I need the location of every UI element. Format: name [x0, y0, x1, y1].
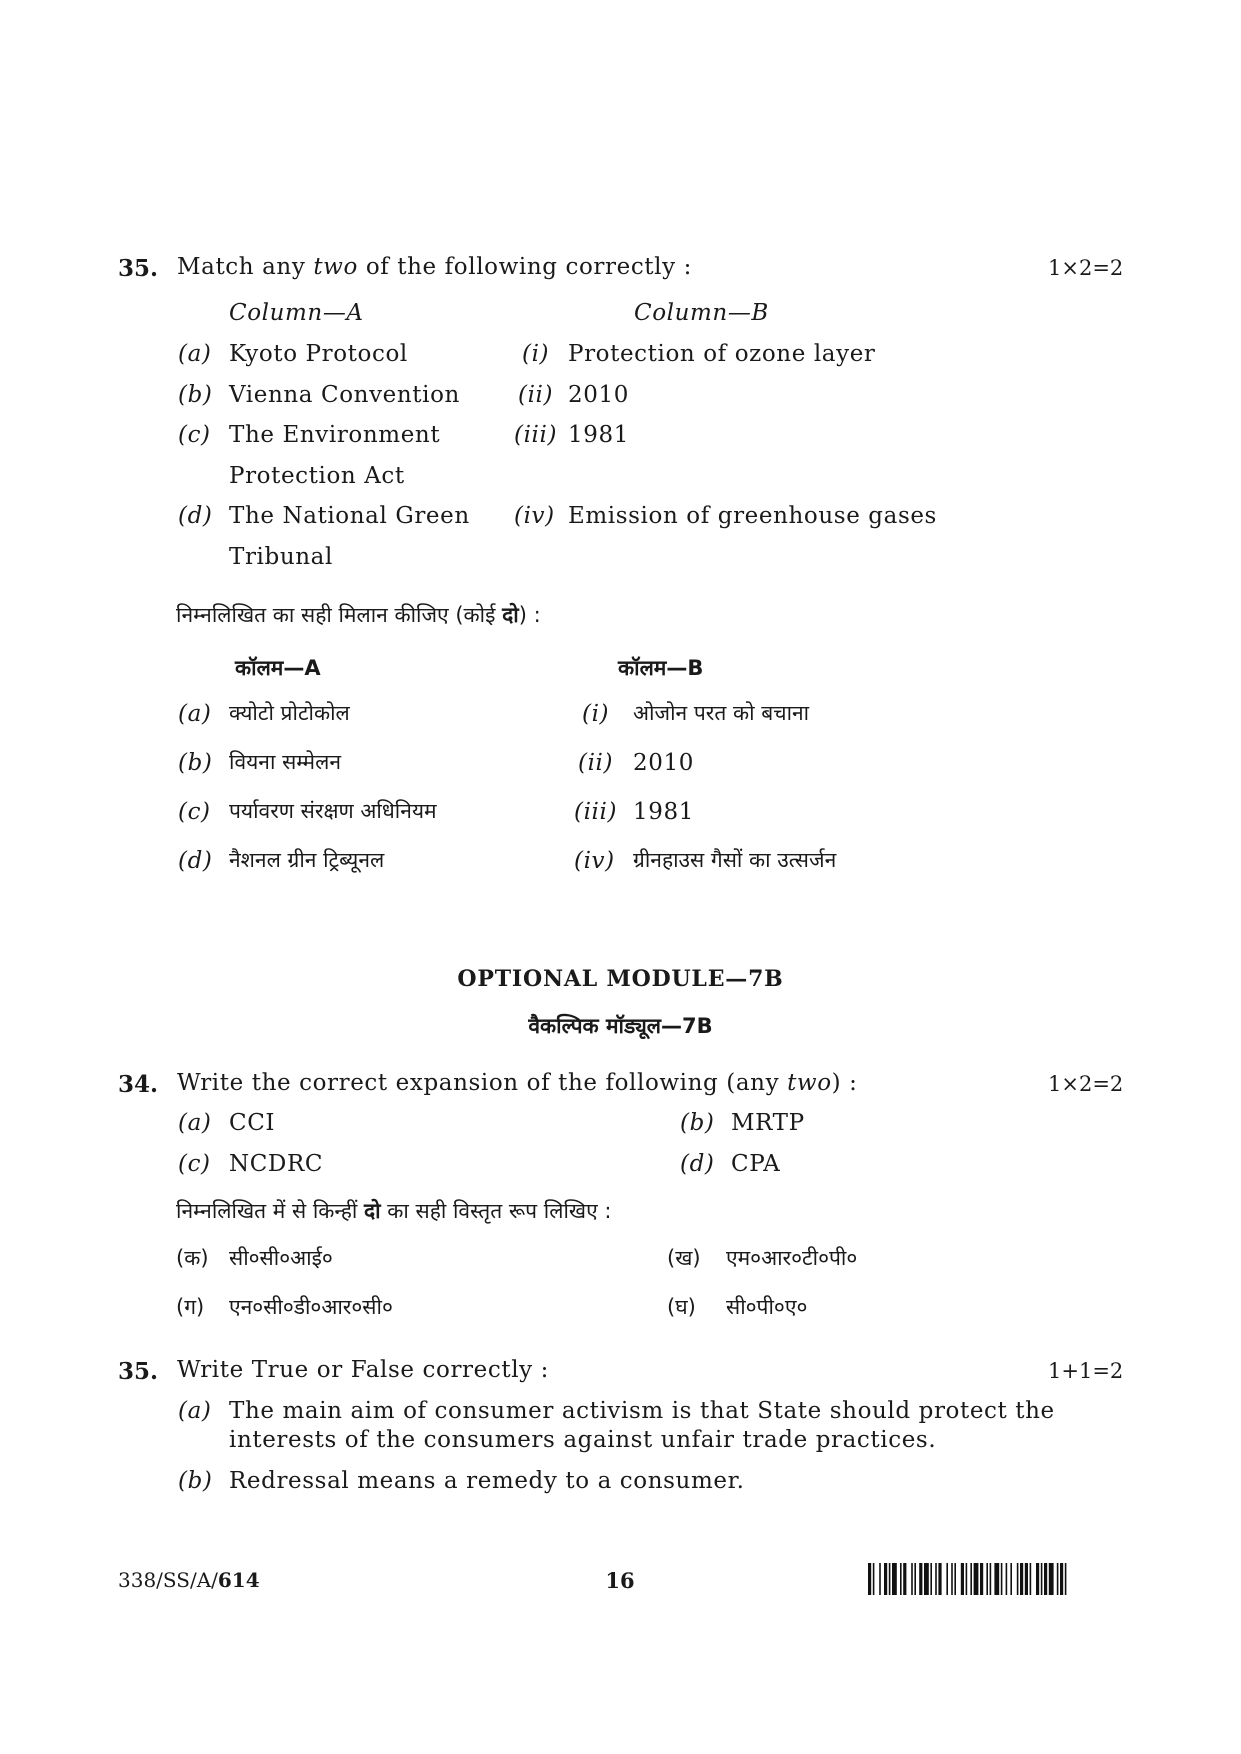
column-a-item: Kyoto Protocol: [229, 341, 408, 367]
barcode-bar: [1006, 1563, 1008, 1595]
hindi-question-prefix: निम्नलिखित का सही मिलान कीजिए (कोई: [176, 603, 503, 627]
paper-code: [118, 1568, 260, 1592]
hindi-question-prefix: निम्नलिखित में से किन्हीं: [176, 1199, 364, 1223]
item-label: (b): [178, 1468, 213, 1494]
hindi-column-b-item: ग्रीनहाउस गैसों का उत्सर्जन: [633, 848, 837, 872]
barcode-bar: [961, 1563, 964, 1595]
paper-code-prefix: 338/SS/A/: [118, 1568, 218, 1592]
option-label: (b): [680, 1110, 715, 1136]
barcode-bar: [884, 1563, 887, 1595]
barcode-bar: [1041, 1563, 1043, 1595]
item-text: Redressal means a remedy to a consumer.: [229, 1468, 745, 1494]
barcode-bar: [1025, 1563, 1028, 1595]
marks: 1×2=2: [1048, 256, 1124, 280]
column-a-item-continued: Tribunal: [229, 544, 333, 570]
hindi-question-bold: दो: [502, 603, 519, 627]
barcode-bar: [1020, 1563, 1023, 1595]
barcode-bar: [990, 1563, 992, 1595]
barcode-bar: [903, 1563, 906, 1595]
marks: 1×2=2: [1048, 1072, 1124, 1096]
hindi-column-a-item: नैशनल ग्रीन ट्रिब्यूनल: [229, 848, 385, 872]
barcode-bar: [924, 1563, 929, 1595]
hindi-option-label: (ग): [176, 1295, 205, 1319]
row-label: (iii): [574, 799, 618, 825]
barcode-bar: [1017, 1563, 1019, 1595]
hindi-column-b-heading: कॉलम—B: [618, 656, 704, 680]
barcode-bar: [868, 1563, 871, 1595]
marks: 1+1=2: [1048, 1359, 1124, 1383]
question-text-italic: two: [787, 1070, 832, 1096]
barcode-bar: [889, 1563, 891, 1595]
module-hindi-title: वैकल्पिक मॉड्यूल—7B: [528, 1014, 713, 1038]
row-label: (a): [178, 341, 212, 367]
barcode-bar: [946, 1563, 948, 1595]
row-label: (iii): [514, 422, 558, 448]
barcode-bar: [1057, 1563, 1059, 1595]
option-label: (a): [178, 1110, 212, 1136]
row-label: (c): [178, 422, 211, 448]
barcode-bar: [1010, 1563, 1012, 1595]
column-a-heading: Column—A: [229, 300, 364, 326]
hindi-question-text: [176, 1197, 611, 1225]
hindi-option-label: (घ): [667, 1295, 696, 1319]
barcode-bar: [954, 1563, 956, 1595]
question-text-prefix: Write the correct expansion of the following (any: [177, 1070, 788, 1096]
column-b-heading: Column—B: [634, 300, 769, 326]
barcode-bar: [1044, 1563, 1047, 1595]
barcode-bar: [966, 1563, 968, 1595]
row-label: (d): [178, 503, 213, 529]
row-label: (a): [178, 701, 212, 727]
barcode-bar: [911, 1563, 913, 1595]
hindi-column-a-heading: कॉलम—A: [235, 656, 321, 680]
row-label: (iv): [574, 848, 615, 874]
option-text: NCDRC: [229, 1151, 324, 1177]
column-a-item: The National Green: [229, 503, 470, 529]
column-b-item: 1981: [568, 422, 629, 448]
barcode-bar: [1060, 1563, 1063, 1595]
question-text-suffix: ) :: [831, 1070, 858, 1096]
row-label: (d): [178, 848, 213, 874]
barcode-bar: [930, 1563, 932, 1595]
barcode-bar: [900, 1563, 902, 1595]
item-text-continued: interests of the consumers against unfair trade practices.: [229, 1427, 937, 1453]
paper-code-bold: 614: [217, 1568, 260, 1592]
page-number: 16: [605, 1568, 635, 1593]
question-text: [177, 254, 692, 280]
column-b-item: Emission of greenhouse gases: [568, 503, 937, 529]
barcode-bar: [970, 1563, 972, 1595]
hindi-option-text: एम०आर०टी०पी०: [726, 1246, 858, 1270]
row-label: (iv): [514, 503, 555, 529]
option-text: CPA: [731, 1151, 781, 1177]
hindi-question-suffix: का सही विस्तृत रूप लिखिए :: [380, 1199, 612, 1223]
hindi-question-text: [176, 601, 541, 629]
question-number: 35.: [118, 1358, 159, 1385]
barcode-bar: [1001, 1563, 1003, 1595]
barcode-bar: [951, 1563, 953, 1595]
hindi-column-a-item: पर्यावरण संरक्षण अधिनियम: [229, 799, 437, 823]
option-label: (d): [680, 1151, 715, 1177]
hindi-option-label: (क): [176, 1246, 209, 1270]
hindi-column-b-item: 1981: [633, 799, 694, 825]
hindi-question-suffix: ) :: [518, 603, 541, 627]
barcode-bar: [1030, 1563, 1032, 1595]
barcode-bar: [914, 1563, 916, 1595]
barcode-bar: [986, 1563, 988, 1595]
barcode-bar: [994, 1563, 999, 1595]
barcode-bar: [1049, 1563, 1054, 1595]
column-b-item: Protection of ozone layer: [568, 341, 876, 367]
barcode-bar: [974, 1563, 979, 1595]
question-number: 35.: [118, 255, 159, 282]
option-label: (c): [178, 1151, 211, 1177]
hindi-column-a-item: वियना सम्मेलन: [229, 750, 341, 774]
question-text-italic: two: [313, 254, 358, 280]
option-text: MRTP: [731, 1110, 805, 1136]
row-label: (c): [178, 799, 211, 825]
column-a-item-continued: Protection Act: [229, 463, 405, 489]
option-text: CCI: [229, 1110, 276, 1136]
hindi-question-bold: दो: [363, 1199, 381, 1223]
question-text: Write True or False correctly :: [177, 1357, 550, 1383]
row-label: (b): [178, 750, 213, 776]
question-text-prefix: Match any: [177, 254, 314, 280]
hindi-option-label: (ख): [667, 1246, 701, 1270]
barcode-bar: [879, 1563, 881, 1595]
hindi-option-text: एन०सी०डी०आर०सी०: [229, 1295, 393, 1319]
row-label: (ii): [578, 750, 614, 776]
barcode-bar: [1065, 1563, 1067, 1595]
module-title: OPTIONAL MODULE—7B: [457, 966, 784, 992]
barcode-bar: [980, 1563, 983, 1595]
barcode-bar: [892, 1563, 897, 1595]
hindi-column-b-item: 2010: [633, 750, 694, 776]
column-b-item: 2010: [568, 382, 629, 408]
hindi-column-b-item: ओजोन परत को बचाना: [633, 701, 810, 725]
question-text-suffix: of the following correctly :: [357, 254, 692, 280]
barcode-bar: [938, 1563, 941, 1595]
row-label: (b): [178, 382, 213, 408]
item-label: (a): [178, 1398, 212, 1424]
question-number: 34.: [118, 1071, 159, 1098]
barcode-bar: [1036, 1563, 1039, 1595]
barcode-bar: [919, 1563, 922, 1595]
hindi-column-a-item: क्योटो प्रोटोकोल: [229, 701, 350, 725]
item-text: The main aim of consumer activism is that State should protect the: [229, 1398, 1055, 1424]
row-label: (ii): [518, 382, 554, 408]
column-a-item: The Environment: [229, 422, 441, 448]
barcode-bar: [873, 1563, 875, 1595]
barcode: [868, 1563, 1130, 1595]
question-text: [177, 1070, 858, 1096]
barcode-bar: [935, 1563, 937, 1595]
hindi-option-text: सी०पी०ए०: [726, 1295, 808, 1319]
row-label: (i): [582, 701, 610, 727]
hindi-option-text: सी०सी०आई०: [229, 1246, 333, 1270]
row-label: (i): [522, 341, 550, 367]
column-a-item: Vienna Convention: [229, 382, 460, 408]
